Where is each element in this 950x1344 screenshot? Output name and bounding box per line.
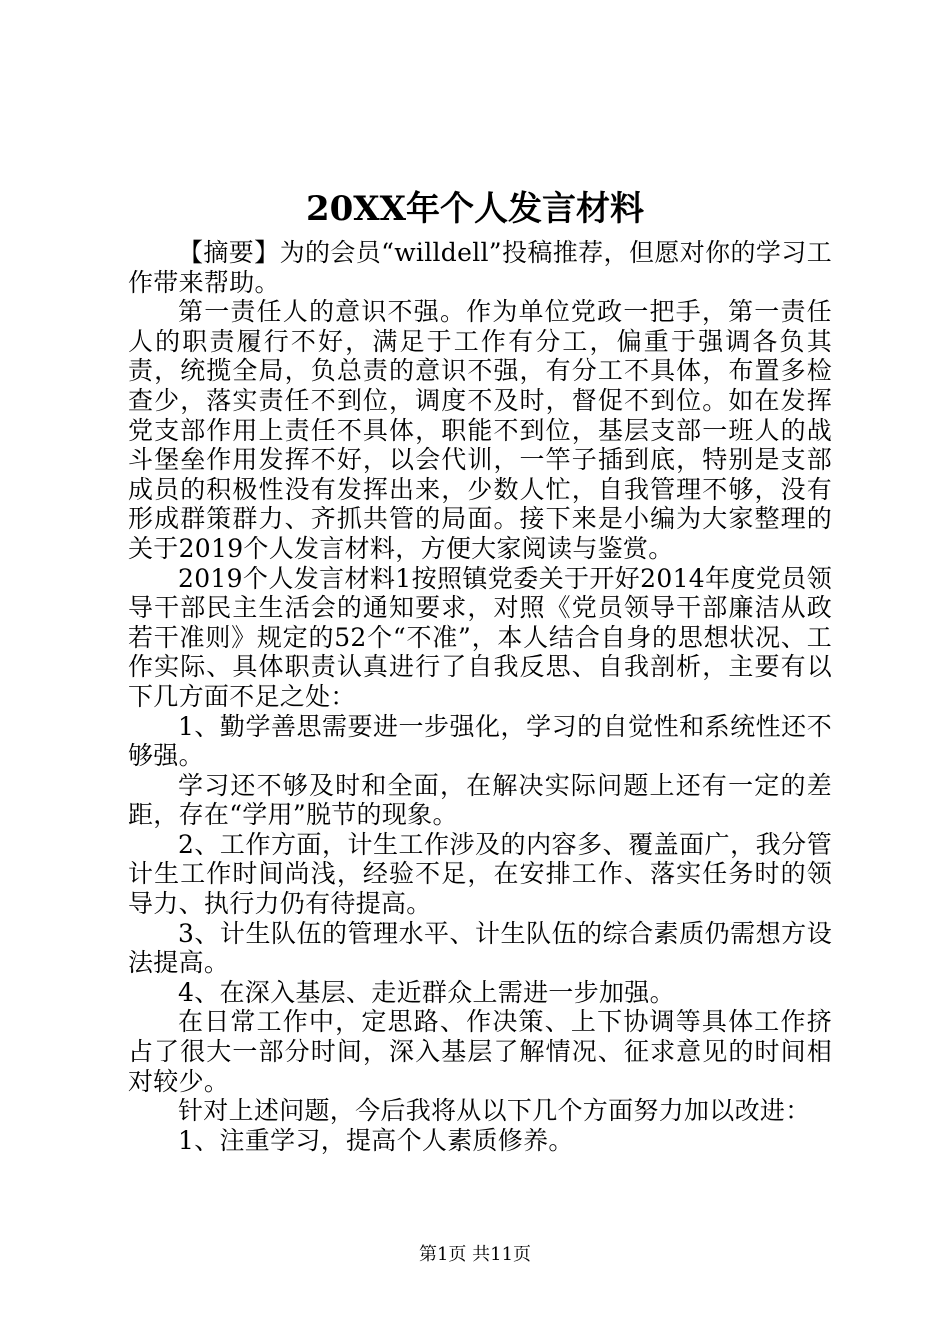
list-item-paragraph: 2、工作方面，计生工作涉及的内容多、覆盖面广，我分管计生工作时间尚浅，经验不足，在安排工作、落实任务时的领导力、执行力仍有待提高。 — [128, 829, 832, 919]
body-paragraph: 针对上述问题，今后我将从以下几个方面努力加以改进： — [178, 1096, 811, 1126]
body-paragraph: 在日常工作中，定思路、作决策、上下协调等具体工作挤占了很大一部分时间，深入基层了解情况、征求意见的时间相对较少。 — [128, 1007, 832, 1096]
abstract-paragraph: 【摘要】为的会员“willdell”投稿推荐，但愿对你的学习工作带来帮助。 — [128, 238, 832, 297]
list-item-paragraph: 3、计生队伍的管理水平、计生队伍的综合素质仍需想方设法提高。 — [128, 918, 832, 978]
document-body — [128, 238, 832, 1155]
body-paragraph: 2019个人发言材料1按照镇党委关于开好2014年度党员领导干部民主生活会的通知要求，对照《党员领导干部廉洁从政若干准则》规定的52个“不准”，本人结合自身的思想状况、工作实际、具体职责认真进行了自我反思、自我剖析，主要有以下几方面不足之处： — [128, 563, 832, 711]
body-paragraph: 学习还不够及时和全面，在解决实际问题上还有一定的差距，存在“学用”脱节的现象。 — [128, 770, 832, 830]
body-paragraph: 第一责任人的意识不强。作为单位党政一把手，第一责任人的职责履行不好，满足于工作有分工，偏重于强调各负其责，统揽全局，负总责的意识不强，有分工不具体，布置多检查少，落实责任不到位，调度不及时，督促不到位。如在发挥党支部作用上责任不具体，职能不到位，基层支部一班人的战斗堡垒作用发挥不好，以会代训，一竿子插到底，特别是支部成员的积极性没有发挥出来，少数人忙，自我管理不够，没有形成群策群力、齐抓共管的局面。接下来是小编为大家整理的关于2019个人发言材料，方便大家阅读与鉴赏。 — [128, 297, 832, 563]
list-item-paragraph: 1、勤学善思需要进一步强化，学习的自觉性和系统性还不够强。 — [128, 711, 832, 771]
list-item-paragraph: 4、在深入基层、走近群众上需进一步加强。 — [178, 977, 675, 1007]
list-item-paragraph: 1、注重学习，提高个人素质修养。 — [178, 1125, 574, 1155]
page-number-footer: 第1页 共11页 — [418, 1244, 532, 1265]
document-title: 20XX年个人发言材料 — [305, 189, 645, 229]
